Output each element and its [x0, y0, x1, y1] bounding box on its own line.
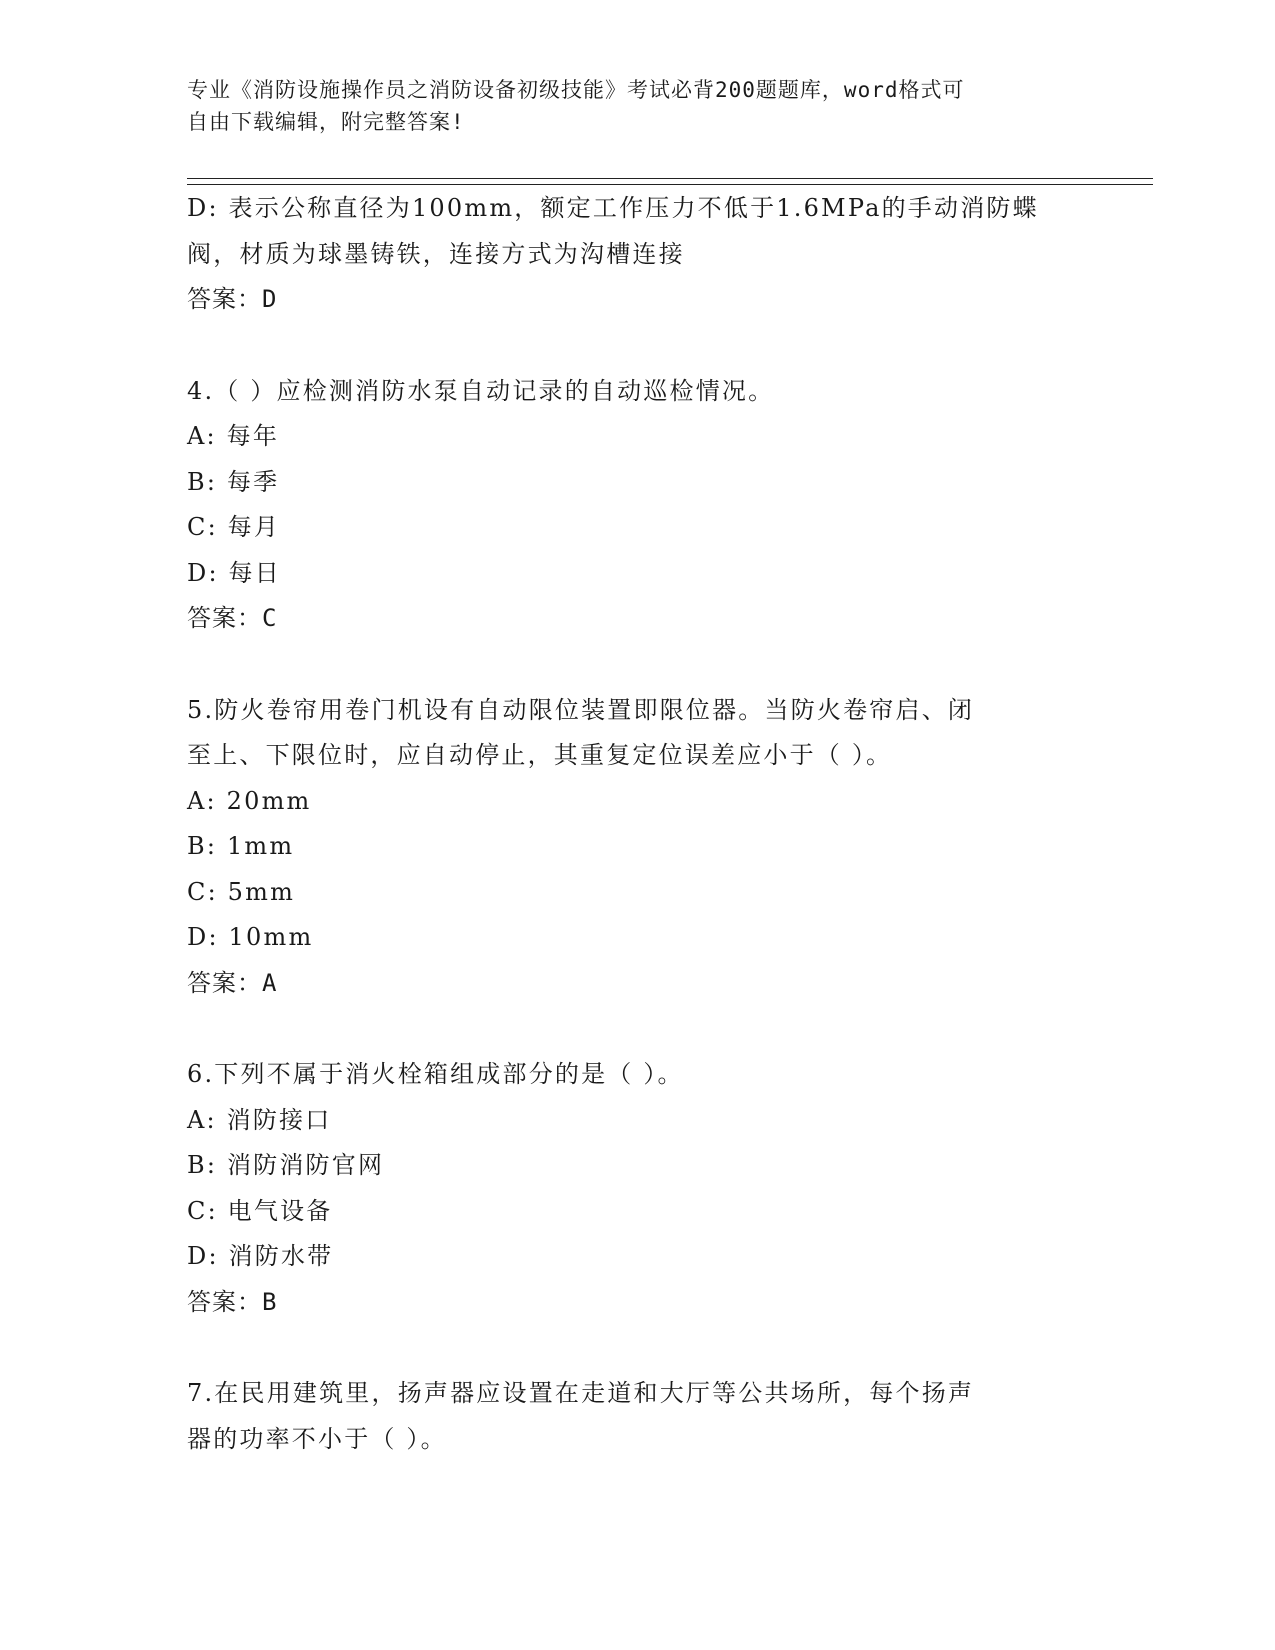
question-text-line: A: 消防接口	[187, 1105, 332, 1134]
answer-line: 答案：D	[187, 285, 278, 313]
question-text-line: 4.（ ）应检测消防水泵自动记录的自动巡检情况。	[187, 376, 775, 405]
question-text-line: 阀，材质为球墨铸铁，连接方式为沟槽连接	[187, 239, 685, 268]
question-block	[187, 688, 1087, 1007]
question-list	[187, 186, 1087, 1508]
question-text-line: 至上、下限位时，应自动停止，其重复定位误差应小于（ ）。	[187, 741, 893, 769]
header-divider-top	[187, 178, 1153, 179]
answer-line: 答案：A	[187, 968, 278, 997]
header-title-line-2: 自由下载编辑，附完整答案!	[187, 110, 465, 134]
question-text-line: A: 每年	[187, 422, 280, 450]
question-text-line: D: 表示公称直径为100mm，额定工作压力不低于1.6MPa的手动消防蝶	[187, 194, 1039, 222]
document-header	[187, 74, 1067, 138]
question-text-line: B: 1mm	[187, 832, 295, 860]
question-text-line: D: 消防水带	[187, 1242, 334, 1270]
answer-line: 答案：B	[187, 1287, 278, 1316]
question-block	[187, 369, 1087, 642]
question-text-line: D: 10mm	[187, 923, 314, 951]
question-text-line: A: 20mm	[187, 786, 312, 815]
question-text-line: C: 电气设备	[187, 1196, 333, 1225]
question-text-line: C: 5mm	[187, 877, 296, 906]
question-block	[187, 186, 1087, 323]
question-text-line: 器的功率不小于（ ）。	[187, 1424, 447, 1453]
question-text-line: D: 每日	[187, 558, 281, 587]
question-text-line: 5.防火卷帘用卷门机设有自动限位装置即限位器。当防火卷帘启、闭	[187, 695, 975, 724]
question-block	[187, 1371, 1087, 1462]
question-block	[187, 1052, 1087, 1325]
question-text-line: B: 消防消防官网	[187, 1151, 385, 1179]
header-title-line-1: 专业《消防设施操作员之消防设备初级技能》考试必背200题题库，word格式可	[187, 78, 965, 102]
question-text-line: 6.下列不属于消火栓箱组成部分的是（ ）。	[187, 1060, 684, 1088]
question-text-line: C: 每月	[187, 513, 281, 541]
question-text-line: B: 每季	[187, 467, 280, 496]
question-text-line: 7.在民用建筑里，扬声器应设置在走道和大厅等公共场所，每个扬声	[187, 1379, 975, 1407]
header-divider-bottom	[187, 184, 1153, 185]
answer-line: 答案：C	[187, 604, 278, 632]
